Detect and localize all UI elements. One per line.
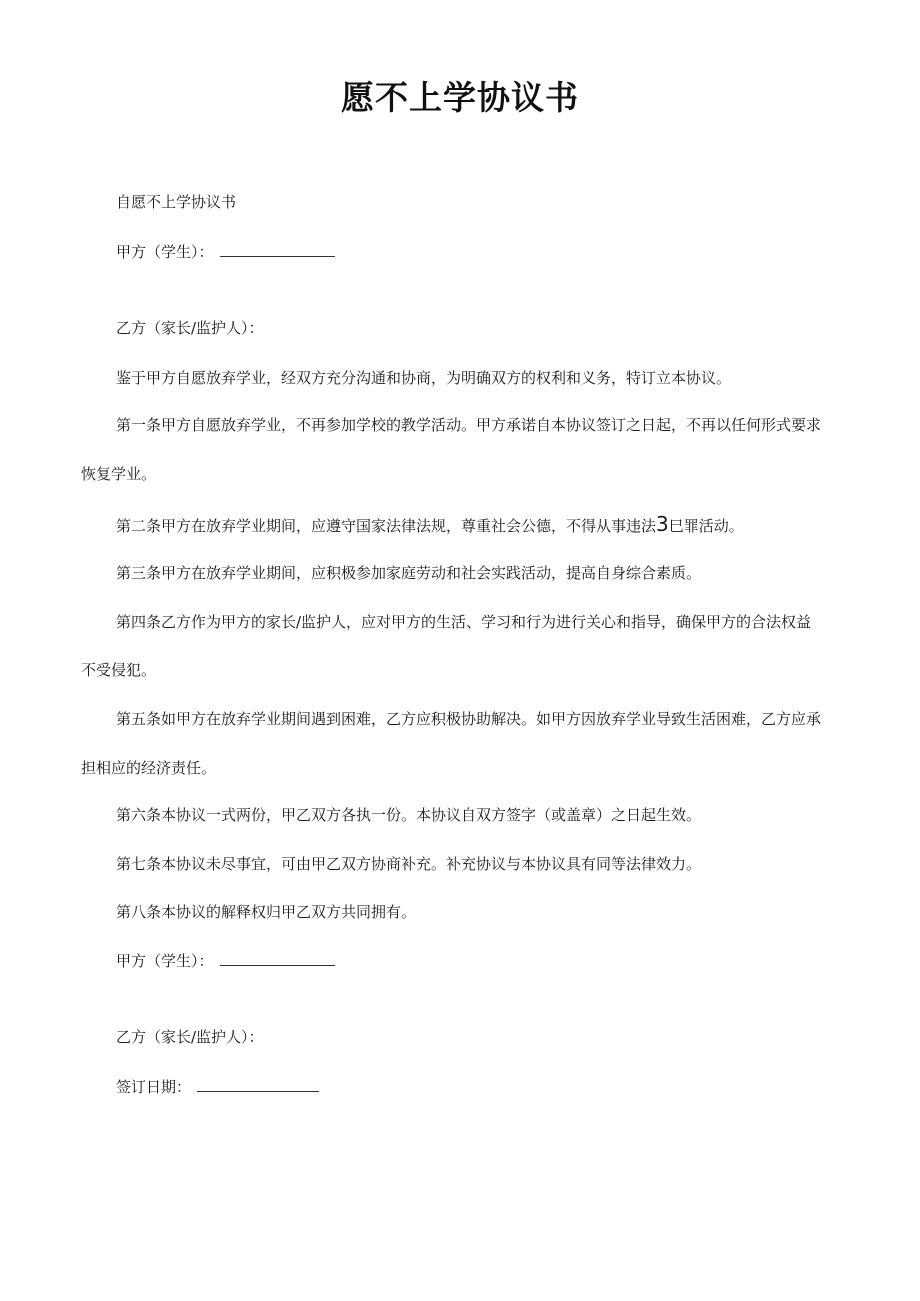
article-6: 第六条本协议一式两份，甲乙双方各执一份。本协议自双方签字（或盖章）之日起生效。 <box>116 806 702 824</box>
document-title: 愿不上学协议书 <box>341 78 579 117</box>
article-7: 第七条本协议未尽事宜，可由甲乙双方协商补充。补充协议与本协议具有同等法律效力。 <box>116 855 702 873</box>
party-a-blank <box>220 242 335 257</box>
article-2-numeral: 3 <box>656 512 669 536</box>
article-4-line-1: 第四条乙方作为甲方的家长/监护人，应对甲方的生活、学习和行为进行关心和指导，确保甲方的合法权益 <box>116 613 812 631</box>
article-5-line-1: 第五条如甲方在放弃学业期间遇到困难，乙方应积极协助解决。如甲方因放弃学业导致生活困难，乙方应承 <box>116 710 822 728</box>
party-b-label: 乙方（家长/监护人）： <box>116 319 264 337</box>
party-a-label: 甲方（学生）： <box>116 243 214 261</box>
article-2-text-b: 巳罪活动。 <box>668 517 744 535</box>
sign-party-a-row <box>116 951 335 971</box>
sign-party-a-label: 甲方（学生）： <box>116 952 214 970</box>
sign-date-label: 签订日期： <box>116 1078 192 1096</box>
article-2 <box>116 514 744 536</box>
sign-party-b-label: 乙方（家长/监护人）： <box>116 1028 264 1046</box>
article-4-line-2: 不受侵犯。 <box>81 661 157 679</box>
sign-date-blank <box>197 1077 319 1092</box>
preamble: 鉴于甲方自愿放弃学业，经双方充分沟通和协商，为明确双方的权利和义务，特订立本协议。 <box>116 369 732 387</box>
sign-party-a-blank <box>220 951 335 966</box>
article-2-text-a: 第二条甲方在放弃学业期间，应遵守国家法律法规，尊重社会公德，不得从事违法 <box>116 517 657 535</box>
article-5-line-2: 担相应的经济责任。 <box>81 759 217 777</box>
article-8: 第八条本协议的解释权归甲乙双方共同拥有。 <box>116 903 417 921</box>
article-1-line-2: 恢复学业。 <box>81 465 157 483</box>
article-1-line-1: 第一条甲方自愿放弃学业，不再参加学校的教学活动。甲方承诺自本协议签订之日起，不再以任何形式要求 <box>116 416 822 434</box>
article-3: 第三条甲方在放弃学业期间，应积极参加家庭劳动和社会实践活动，提高自身综合素质。 <box>116 564 702 582</box>
sign-date-row <box>116 1077 319 1097</box>
party-a-row <box>116 242 335 262</box>
document-subtitle: 自愿不上学协议书 <box>116 193 237 211</box>
